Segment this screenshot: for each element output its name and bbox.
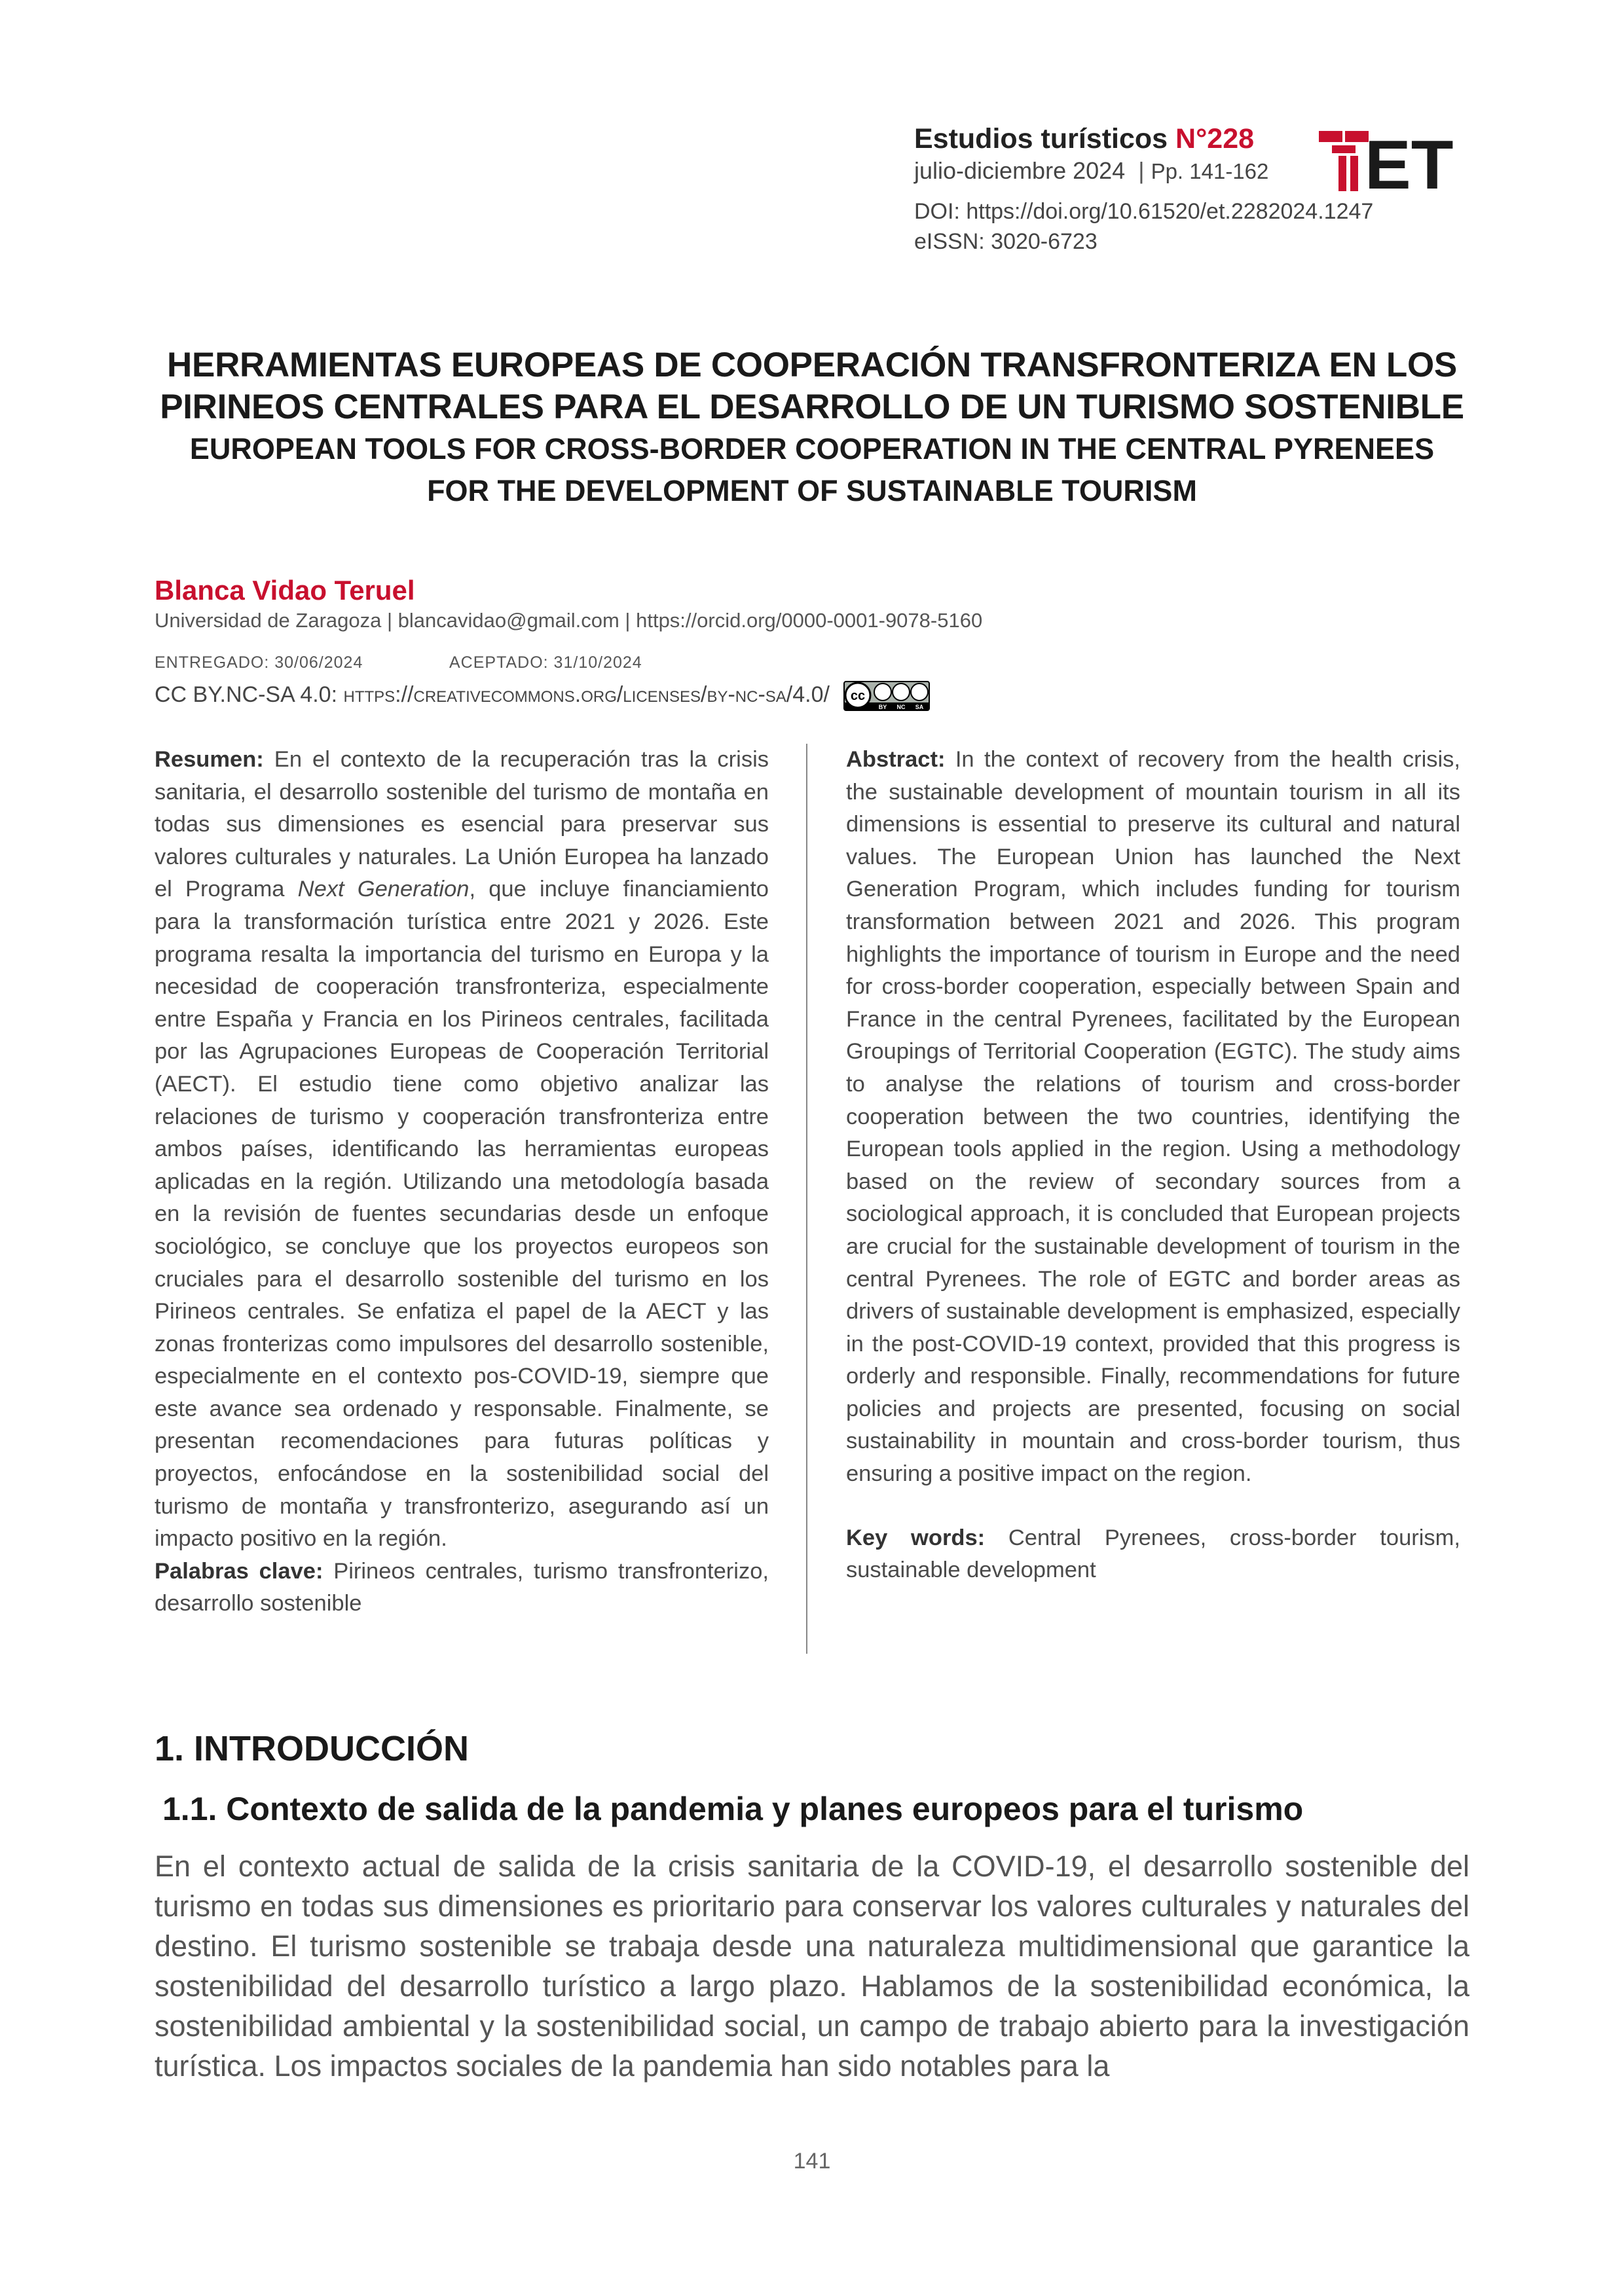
journal-logo	[1319, 131, 1469, 191]
abstract-es-paragraph	[155, 744, 769, 1556]
issue-period: julio-diciembre 2024	[914, 157, 1126, 184]
abstract-es-label: Resumen:	[155, 747, 264, 772]
title-es-line-1: HERRAMIENTAS EUROPEAS DE COOPERACIÓN TRANSFRONTERIZA EN LOS	[167, 346, 1457, 384]
abstract-es-text-2: , que incluye financiamiento para la transformación turística entre 2021 y 2026. Este programa resalta la importancia del turismo en Europa y la necesidad de cooperación transfronteriza, especialmente entre España y Francia en los Pirineos centrales, facilitada por las Agrupaciones Europeas de Cooperación Territorial (AECT). El estudio tiene como objetivo analizar las relaciones de turismo y cooperación transfronteriza entre ambos países, identificando las herramientas europeas aplicadas en la región. Utilizando una metodología basada en la revisión de fuentes secundarias desde un enfoque sociológico, se concluye que los proyectos europeos son cruciales para el desarrollo sostenible del turismo en los Pirineos centrales. Se enfatiza el papel de la AECT y las zonas fronterizas como impulsores del desarrollo sostenible, especialmente en el contexto pos-COVID-19, siempre que este avance sea ordenado y responsable. Finalmente, se presentan recomendaciones para futuras políticas y proyectos, enfocándose en la sostenibilidad social del turismo de montaña y transfronterizo, asegurando así un impacto positivo en la región.	[155, 877, 769, 1552]
journal-name: Estudios turísticos	[914, 123, 1168, 155]
journal-header	[914, 122, 1320, 187]
page-range: Pp. 141-162	[1151, 159, 1269, 183]
license-link[interactable]: https://creativecommons.org/licenses/by-nc-sa/4.0/	[343, 682, 830, 707]
logo-mark-icon	[1319, 131, 1369, 191]
license-label: CC BY.NC-SA 4.0:	[155, 682, 338, 707]
license	[155, 681, 930, 711]
abstract-en-text: In the context of recovery from the health crisis, the sustainable development of mountain tourism in all its dimensions is essential to preserve its cultural and natural values. The European Union has launched the Next Generation Program, which includes funding for tourism transformation between 2021 and 2026. This program highlights the importance of tourism in Europe and the need for cross-border cooperation, especially between Spain and France in the central Pyrenees, facilitated by the European Groupings of Territorial Cooperation (EGTC). The study aims to analyse the relations of tourism and cross-border cooperation between the two countries, identifying the European tools applied in the region. Using a methodology based on the review of secondary sources from a sociological approach, it is concluded that European projects are crucial for the sustainable development of tourism in the central Pyrenees. The role of EGTC and border areas as drivers of sustainable development is emphasized, especially in the post-COVID-19 context, provided that this progress is orderly and responsible. Finally, recommendations for future policies and projects are presented, focusing on social sustainability in mountain and cross-border tourism, thus ensuring a positive impact on the region.	[846, 747, 1460, 1487]
doi-link[interactable]: DOI: https://doi.org/10.61520/et.2282024.1247	[914, 199, 1374, 224]
abstract-es-italic: Next Generation	[297, 877, 470, 902]
keywords-es-text: Pirineos centrales, turismo transfronterizo, desarrollo sostenible	[155, 1558, 769, 1616]
author-name: Blanca Vidao Teruel	[155, 575, 415, 606]
issue-period-line: julio-diciembre 2024 | Pp. 141-162	[914, 157, 1269, 184]
submission-dates	[155, 653, 642, 672]
subsection-heading: 1.1. Contexto de salida de la pandemia y planes europeos para el turismo	[162, 1791, 1304, 1827]
logo-text: ET	[1365, 131, 1454, 191]
article-title	[155, 344, 1469, 512]
keywords-es-label: Palabras clave:	[155, 1558, 323, 1584]
title-en-line-2: FOR THE DEVELOPMENT OF SUSTAINABLE TOURISM	[427, 474, 1197, 507]
keywords-en-text: Central Pyrenees, cross-border tourism, sustainable development	[846, 1525, 1460, 1583]
date-accepted: ACEPTADO: 31/10/2024	[449, 653, 642, 672]
badge-by-text: BY	[879, 704, 887, 710]
date-received: ENTREGADO: 30/06/2024	[155, 653, 363, 672]
author-affiliation: Universidad de Zaragoza | blancavidao@gmail.com | https://orcid.org/0000-0001-9078-5160	[155, 609, 983, 632]
section-heading: 1. INTRODUCCIÓN	[155, 1729, 470, 1768]
journal-title	[914, 122, 1320, 156]
cc-badge-text: cc	[851, 689, 866, 703]
journal-number: N°228	[1175, 123, 1255, 155]
keywords-en	[846, 1522, 1460, 1587]
abstract-es-text-1: En el contexto de la recuperación tras la crisis sanitaria, el desarrollo sostenible del turismo de montaña en todas sus dimensiones es esencial para preservar sus valores culturales y naturales. La Unión Europea ha lanzado el Programa	[155, 747, 769, 902]
body-paragraph: En el contexto actual de salida de la crisis sanitaria de la COVID-19, el desarrollo sostenible del turismo en todas sus dimensiones es prioritario para conservar los valores culturales y naturales del destino. El turismo sostenible se trabaja desde una naturaleza multidimensional que garantice la sostenibilidad del desarrollo turístico a largo plazo. Hablamos de la sostenibilidad económica, la sostenibilidad ambiental y la sostenibilidad social, un campo de trabajo abierto para la investigación turística. Los impactos sociales de la pandemia han sido notables para la	[155, 1850, 1469, 2083]
abstract-en	[846, 744, 1460, 1587]
abstract-en-label: Abstract:	[846, 747, 946, 772]
cc-by-nc-sa-badge-icon[interactable]	[843, 681, 930, 711]
eissn: eISSN: 3020-6723	[914, 229, 1098, 254]
column-divider	[806, 744, 807, 1654]
badge-sa-text: SA	[915, 704, 924, 710]
abstract-en-paragraph	[846, 744, 1460, 1491]
title-en-line-1: EUROPEAN TOOLS FOR CROSS-BORDER COOPERATION IN THE CENTRAL PYRENEES	[189, 432, 1435, 465]
keywords-en-label: Key words:	[846, 1525, 986, 1550]
identifiers	[914, 196, 1373, 257]
badge-nc-text: NC	[896, 704, 906, 710]
keywords-es	[155, 1556, 769, 1620]
title-es-line-2: PIRINEOS CENTRALES PARA EL DESARROLLO DE UN TURISMO SOSTENIBLE	[160, 388, 1464, 426]
page-number: 141	[793, 2149, 831, 2174]
abstract-es	[155, 744, 769, 1620]
